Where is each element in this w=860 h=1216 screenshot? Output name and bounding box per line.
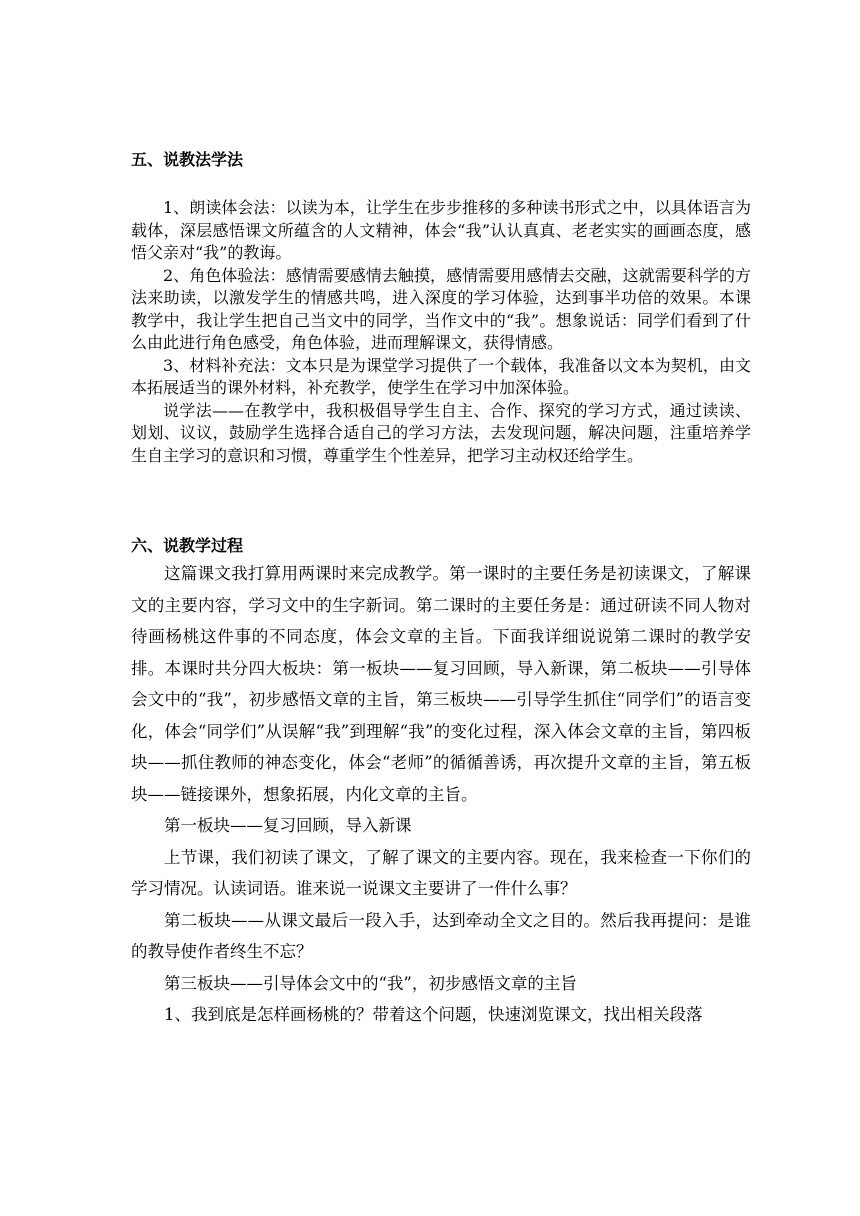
section-6-body	[131, 558, 751, 1031]
section-heading-5: 五、说教法学法	[131, 150, 244, 169]
paragraph-block-1-title: 第一板块——复习回顾，导入新课	[164, 816, 412, 835]
section-5-body	[131, 197, 751, 467]
paragraph-block-3-title: 第三板块——引导体会文中的“我”，初步感悟文章的主旨	[164, 973, 577, 993]
paragraph-overview: 这篇课文我打算用两课时来完成教学。第一课时的主要任务是初读课文，了解课文的主要内容，学习文中的生字新词。第二课时的主要任务是：通过研读不同人物对待画杨桃这件事的不同态度，体会文章的主旨。下面我详细说说第二课时的教学安排。本课时共分四大板块：第一板块——复习回顾，导入新课，第二板块——引导体会文中的“我”，初步感悟文章的主旨，第三板块——引导学生抓住“同学们”的语言变化，体会“同学们”从误解“我”到理解“我”的变化过程，深入体会文章的主旨，第四板块——抓住教师的神态变化，体会“老师”的循循善诱，再次提升文章的主旨，第五板块——链接课外，想象拓展，内化文章的主旨。	[131, 564, 751, 804]
paragraph-block-3-question: 1、我到底是怎样画杨桃的？带着这个问题，快速浏览课文，找出相关段落	[164, 1005, 703, 1024]
paragraph-role-method: 2、角色体验法：感情需要感情去触摸，感情需要用感情去交融，这就需要科学的方法来助读，以激发学生的情感共鸣，进入深度的学习体验，达到事半功倍的效果。本课教学中，我让学生把自己当文中的同学，当作文中的“我”。想象说话：同学们看到了什么由此进行角色感受，角色体验，进而理解课文，获得情感。	[131, 265, 751, 352]
paragraph-block-1-body: 上节课，我们初读了课文，了解了课文的主要内容。现在，我来检查一下你们的学习情况。认读词语。谁来说一说课文主要讲了一件什么事？	[131, 847, 751, 898]
paragraph-block-2: 第二板块——从课文最后一段入手，达到牵动全文之目的。然后我再提问：是谁的教导使作者终生不忘？	[131, 910, 751, 961]
paragraph-study-method: 说学法——在教学中，我积极倡导学生自主、合作、探究的学习方式，通过读读、划划、议议，鼓励学生选择合适自己的学习方法，去发现问题，解决问题，注重培养学生自主学习的意识和习惯，尊重学生个性差异，把学习主动权还给学生。	[131, 400, 751, 465]
paragraph-material-method: 3、材料补充法：文本只是为课堂学习提供了一个载体，我准备以文本为契机，由文本拓展适当的课外材料，补充教学，使学生在学习中加深体验。	[131, 355, 751, 397]
section-heading-6: 六、说教学过程	[131, 536, 244, 555]
paragraph-reading-method: 1、朗读体会法：以读为本，让学生在步步推移的多种读书形式之中，以具体语言为载体，深层感悟课文所蕴含的人文精神，体会“我”认认真真、老老实实的画画态度，感悟父亲对“我”的教诲。	[131, 198, 751, 262]
